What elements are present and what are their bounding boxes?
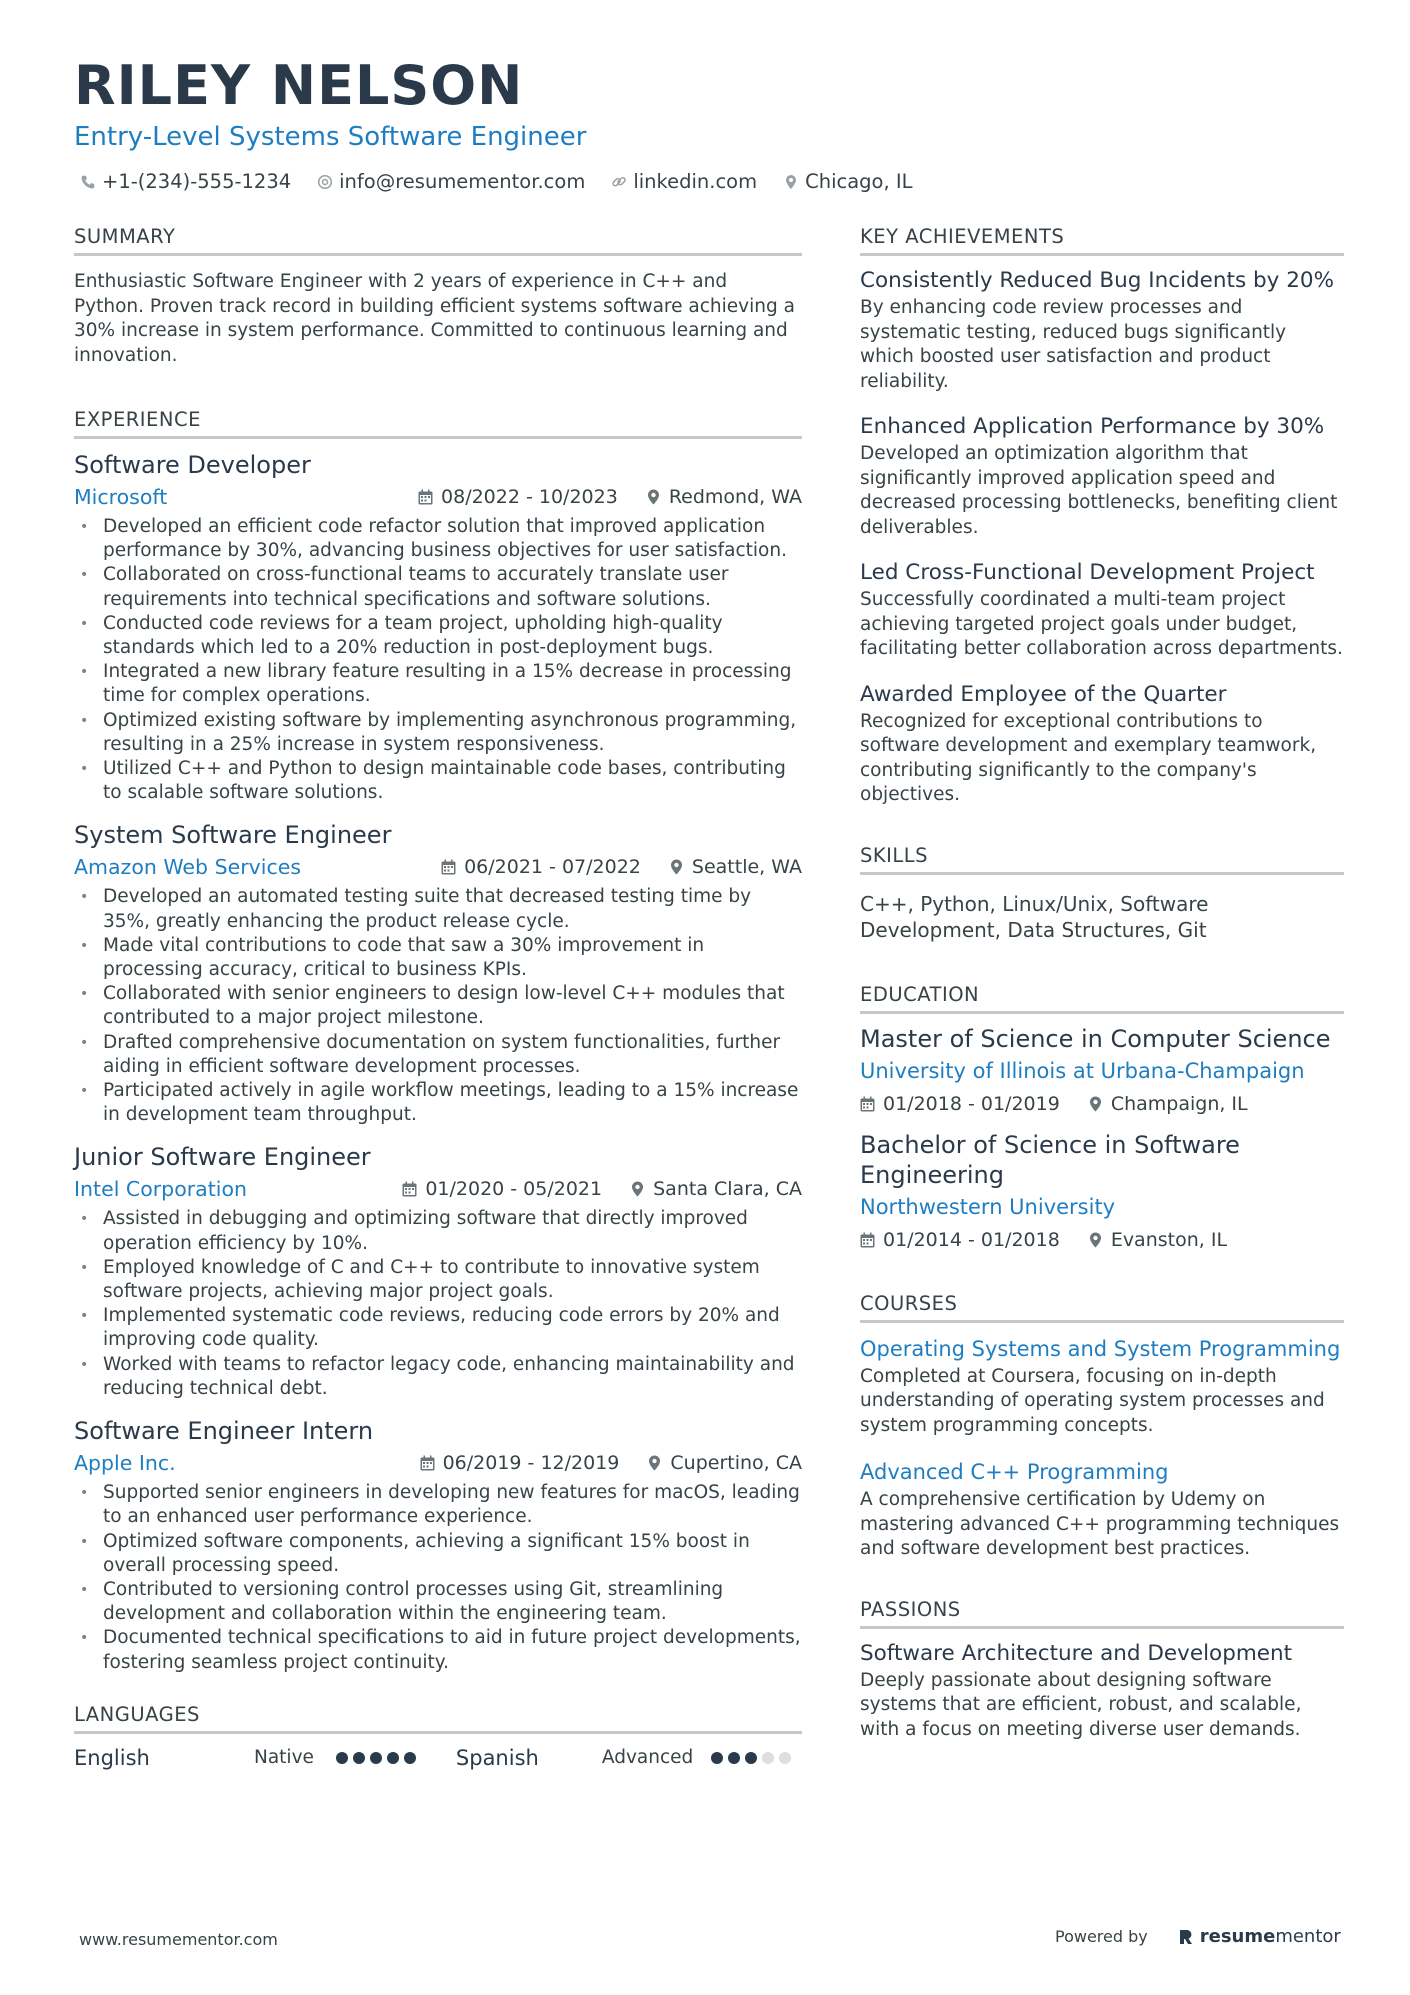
job-location-text: Santa Clara, CA bbox=[653, 1178, 802, 1201]
rating-dot-filled bbox=[336, 1752, 348, 1764]
language-rating bbox=[711, 1752, 791, 1764]
rating-dot-filled bbox=[745, 1752, 757, 1764]
bullet-item: • Contributed to versioning control processes using Git, streamlining development and collaboration within the engineering team. bbox=[74, 1578, 802, 1626]
job-location bbox=[646, 486, 802, 508]
location-pin-icon bbox=[630, 1181, 645, 1197]
bullet-item: • Employed knowledge of C and C++ to contribute to innovative system software projects, achieving major project goals. bbox=[74, 1256, 802, 1304]
achievement-item bbox=[860, 266, 1344, 394]
job-dates bbox=[420, 1452, 620, 1474]
achievements-section bbox=[860, 225, 1344, 808]
location-pin-icon bbox=[1088, 1232, 1103, 1248]
course-item bbox=[860, 1456, 1344, 1562]
achievement-title: Led Cross-Functional Development Project bbox=[860, 560, 1315, 585]
job-meta-right bbox=[402, 1178, 802, 1200]
education-meta bbox=[860, 1224, 1344, 1256]
contact-bar bbox=[80, 170, 913, 193]
bullet-item: • Worked with teams to refactor legacy code, enhancing maintainability and reducing technical debt. bbox=[74, 1353, 802, 1401]
languages-heading: LANGUAGES bbox=[74, 1703, 802, 1734]
education-location-text: Evanston, IL bbox=[1110, 1228, 1228, 1251]
summary-section bbox=[74, 225, 802, 368]
powered-by-label: Powered by bbox=[1055, 1927, 1148, 1946]
job-location-text: Redmond, WA bbox=[668, 486, 802, 508]
rating-dot-filled bbox=[711, 1752, 723, 1764]
course-text: Completed at Coursera, focusing on in-depth understanding of operating system processes and system programming concepts. bbox=[860, 1365, 1325, 1436]
calendar-icon bbox=[860, 1232, 875, 1248]
rating-dot-filled bbox=[353, 1752, 365, 1764]
rating-dot-empty bbox=[779, 1752, 791, 1764]
language-list bbox=[74, 1742, 802, 1774]
footer-branding bbox=[1055, 1926, 1341, 1947]
job-dates bbox=[402, 1178, 602, 1200]
job-meta bbox=[74, 1447, 802, 1479]
bullet-item: • Utilized C++ and Python to design maintainable code bases, contributing to scalable software solutions. bbox=[74, 757, 802, 805]
skills-text: C++, Python, Linux/Unix, Software Development, Data Structures, Git bbox=[860, 891, 1209, 942]
linkedin-text: linkedin.com bbox=[633, 170, 758, 193]
job-meta-right bbox=[418, 486, 802, 508]
job-meta-right bbox=[441, 856, 802, 878]
job-title: System Software Engineer bbox=[74, 821, 392, 850]
experience-section bbox=[74, 408, 802, 1675]
course-list bbox=[860, 1333, 1344, 1562]
education-list bbox=[860, 1024, 1344, 1256]
course-title[interactable]: Advanced C++ Programming bbox=[860, 1460, 1169, 1484]
job-dates-text: 08/2022 - 10/2023 bbox=[441, 486, 618, 508]
education-section bbox=[860, 983, 1344, 1256]
bullet-item: • Integrated a new library feature resulting in a 15% decrease in processing time for complex operations. bbox=[74, 660, 802, 708]
achievement-title: Enhanced Application Performance by 30% bbox=[860, 414, 1325, 439]
rating-dot-filled bbox=[370, 1752, 382, 1764]
bullet-item: • Collaborated on cross-functional teams to accurately translate user requirements into technical specifications and software solutions. bbox=[74, 563, 802, 611]
at-icon bbox=[317, 174, 333, 190]
job-dates-text: 06/2021 - 07/2022 bbox=[464, 856, 641, 879]
education-dates bbox=[860, 1229, 1060, 1251]
languages-section bbox=[74, 1703, 802, 1774]
left-column bbox=[74, 225, 802, 1774]
language-level: Native bbox=[254, 1747, 314, 1769]
achievement-item bbox=[860, 680, 1344, 808]
location-pin-icon bbox=[646, 489, 661, 505]
course-item bbox=[860, 1333, 1344, 1439]
company-name: Apple Inc. bbox=[74, 1451, 176, 1476]
school-name: University of Illinois at Urbana-Champaign bbox=[860, 1058, 1305, 1083]
achievement-text: Successfully coordinated a multi-team project achieving targeted project goals under budget, facilitating better collaboration across departments. bbox=[860, 589, 1343, 659]
achievement-list bbox=[860, 266, 1344, 808]
passion-item bbox=[860, 1639, 1344, 1743]
job-meta-right bbox=[420, 1452, 802, 1474]
company-name: Microsoft bbox=[74, 485, 168, 509]
education-item bbox=[860, 1024, 1344, 1120]
company-name: Amazon Web Services bbox=[74, 855, 302, 880]
job-location bbox=[630, 1178, 802, 1200]
job-title: Junior Software Engineer bbox=[74, 1143, 371, 1172]
achievement-item bbox=[860, 412, 1344, 540]
bullet-item: • Developed an efficient code refactor solution that improved application performance by 30%, advancing business objectives for user satisfaction. bbox=[74, 515, 802, 563]
language-name: English bbox=[74, 1745, 150, 1770]
email-text: info@resumementor.com bbox=[339, 170, 586, 193]
candidate-title: Entry-Level Systems Software Engineer bbox=[74, 122, 587, 152]
achievements-heading: KEY ACHIEVEMENTS bbox=[860, 225, 1344, 256]
right-column bbox=[860, 225, 1344, 1742]
contact-location bbox=[783, 170, 912, 193]
job-title: Software Developer bbox=[74, 451, 311, 479]
education-dates bbox=[860, 1093, 1060, 1115]
company-name: Intel Corporation bbox=[74, 1177, 247, 1202]
skills-section bbox=[860, 844, 1344, 943]
education-location bbox=[1088, 1093, 1248, 1115]
job-meta bbox=[74, 1173, 802, 1205]
contact-linkedin[interactable] bbox=[611, 170, 757, 193]
rating-dot-filled bbox=[404, 1752, 416, 1764]
skills-heading: SKILLS bbox=[860, 844, 1344, 875]
language-name: Spanish bbox=[455, 1745, 539, 1770]
bullet-item: • Participated actively in agile workflow meetings, leading to a 15% increase in development team throughput. bbox=[74, 1079, 802, 1127]
education-heading: EDUCATION bbox=[860, 983, 1344, 1014]
language-level: Advanced bbox=[601, 1747, 694, 1769]
education-location bbox=[1088, 1229, 1227, 1251]
achievement-text: Developed an optimization algorithm that significantly improved application speed and decreased processing bottlenecks, benefiting client deliverables. bbox=[860, 443, 1338, 538]
education-location-text: Champaign, IL bbox=[1110, 1092, 1248, 1115]
job-entry bbox=[74, 1415, 802, 1675]
education-item bbox=[860, 1130, 1344, 1256]
achievement-title: Awarded Employee of the Quarter bbox=[860, 681, 1227, 707]
calendar-icon bbox=[420, 1455, 435, 1471]
bullet-item: • Conducted code reviews for a team project, upholding high-quality standards which led to a 20% reduction in post-deployment bugs. bbox=[74, 612, 802, 660]
job-bullets bbox=[74, 515, 802, 805]
language-rating bbox=[336, 1752, 416, 1764]
achievement-text: Recognized for exceptional contributions to software development and exemplary teamwork, contributing significantly to the company's objectives. bbox=[860, 710, 1317, 805]
contact-phone bbox=[80, 170, 291, 193]
education-dates-text: 01/2018 - 01/2019 bbox=[883, 1092, 1060, 1115]
job-meta bbox=[74, 481, 802, 513]
rating-dot-filled bbox=[387, 1752, 399, 1764]
experience-heading: EXPERIENCE bbox=[74, 408, 802, 439]
location-pin-icon bbox=[669, 859, 684, 875]
brand-rest: mentor bbox=[1275, 1926, 1341, 1947]
courses-heading: COURSES bbox=[860, 1292, 1344, 1323]
passion-title: Software Architecture and Development bbox=[860, 1640, 1293, 1666]
bullet-item: • Optimized software components, achieving a significant 15% boost in overall processing speed. bbox=[74, 1530, 802, 1578]
footer-website[interactable]: www.resumementor.com bbox=[79, 1930, 278, 1949]
job-dates-text: 06/2019 - 12/2019 bbox=[442, 1452, 620, 1475]
job-list bbox=[74, 449, 802, 1675]
calendar-icon bbox=[860, 1096, 875, 1112]
job-dates-text: 01/2020 - 05/2021 bbox=[425, 1178, 603, 1201]
job-dates bbox=[418, 486, 618, 508]
job-bullets bbox=[74, 1481, 802, 1675]
passions-section bbox=[860, 1598, 1344, 1743]
candidate-name: RILEY NELSON bbox=[74, 54, 524, 117]
achievement-item bbox=[860, 558, 1344, 662]
passion-list bbox=[860, 1639, 1344, 1743]
rating-dot-empty bbox=[762, 1752, 774, 1764]
bullet-item: • Supported senior engineers in developing new features for macOS, leading to an enhanced user performance experience. bbox=[74, 1481, 802, 1529]
brand-logo[interactable] bbox=[1178, 1926, 1341, 1947]
job-meta bbox=[74, 851, 802, 883]
degree-title: Bachelor of Science in Software Engineering bbox=[860, 1130, 1240, 1189]
rating-dot-filled bbox=[728, 1752, 740, 1764]
bullet-item: • Made vital contributions to code that saw a 30% improvement in processing accuracy, critical to business KPIs. bbox=[74, 934, 802, 982]
course-text: A comprehensive certification by Udemy on mastering advanced C++ programming techniques and software development best practices. bbox=[860, 1489, 1340, 1559]
job-bullets bbox=[74, 1207, 802, 1401]
resumementor-logo-icon bbox=[1178, 1928, 1194, 1946]
job-entry bbox=[74, 819, 802, 1127]
job-entry bbox=[74, 449, 802, 805]
bullet-item: • Optimized existing software by implementing asynchronous programming, resulting in a 25% increase in system responsiveness. bbox=[74, 709, 802, 757]
education-meta bbox=[860, 1088, 1344, 1120]
calendar-icon bbox=[441, 859, 456, 875]
contact-email[interactable] bbox=[317, 170, 585, 193]
school-name: Northwestern University bbox=[860, 1194, 1116, 1219]
summary-heading: SUMMARY bbox=[74, 225, 802, 256]
job-title: Software Engineer Intern bbox=[74, 1417, 374, 1446]
bullet-item: • Drafted comprehensive documentation on system functionalities, further aiding in efficient software development processes. bbox=[74, 1031, 802, 1079]
link-icon bbox=[611, 174, 627, 190]
brand-bold: resume bbox=[1199, 1926, 1276, 1947]
phone-text: +1-(234)-555-1234 bbox=[102, 170, 292, 193]
job-bullets bbox=[74, 885, 802, 1127]
job-location bbox=[669, 856, 802, 878]
bullet-item: • Collaborated with senior engineers to design low-level C++ modules that contributed to a major project milestone. bbox=[74, 982, 802, 1030]
location-pin-icon bbox=[647, 1455, 662, 1471]
job-location-text: Cupertino, CA bbox=[670, 1452, 802, 1475]
passion-text: Deeply passionate about designing software systems that are efficient, robust, and scalable, with a focus on meeting diverse user demands. bbox=[860, 1669, 1302, 1740]
education-dates-text: 01/2014 - 01/2018 bbox=[883, 1228, 1060, 1251]
phone-icon bbox=[80, 174, 96, 190]
summary-text: Enthusiastic Software Engineer with 2 years of experience in C++ and Python. Proven track record in building efficient systems software achieving a 30% increase in system performance. Committed to continuous learning and innovation. bbox=[74, 271, 795, 366]
location-pin-icon bbox=[783, 174, 799, 190]
bullet-item: • Assisted in debugging and optimizing software that directly improved operation efficiency by 10%. bbox=[74, 1207, 802, 1255]
job-location bbox=[647, 1452, 802, 1474]
calendar-icon bbox=[402, 1181, 417, 1197]
bullet-item: • Documented technical specifications to aid in future project developments, fostering seamless project continuity. bbox=[74, 1626, 802, 1674]
job-entry bbox=[74, 1141, 802, 1401]
courses-section bbox=[860, 1292, 1344, 1562]
bullet-item: • Developed an automated testing suite that decreased testing time by 35%, greatly enhancing the product release cycle. bbox=[74, 885, 802, 933]
location-pin-icon bbox=[1088, 1096, 1103, 1112]
achievement-text: By enhancing code review processes and systematic testing, reduced bugs significantly which boosted user satisfaction and product reliability. bbox=[860, 297, 1287, 392]
passions-heading: PASSIONS bbox=[860, 1598, 1344, 1629]
job-location-text: Seattle, WA bbox=[691, 856, 802, 879]
location-text: Chicago, IL bbox=[805, 170, 913, 193]
achievement-title: Consistently Reduced Bug Incidents by 20% bbox=[860, 268, 1334, 293]
bullet-item: • Implemented systematic code reviews, reducing code errors by 20% and improving code quality. bbox=[74, 1304, 802, 1352]
degree-title: Master of Science in Computer Science bbox=[860, 1024, 1331, 1053]
calendar-icon bbox=[418, 489, 433, 505]
job-dates bbox=[441, 856, 641, 878]
course-title[interactable]: Operating Systems and System Programming bbox=[860, 1336, 1341, 1361]
